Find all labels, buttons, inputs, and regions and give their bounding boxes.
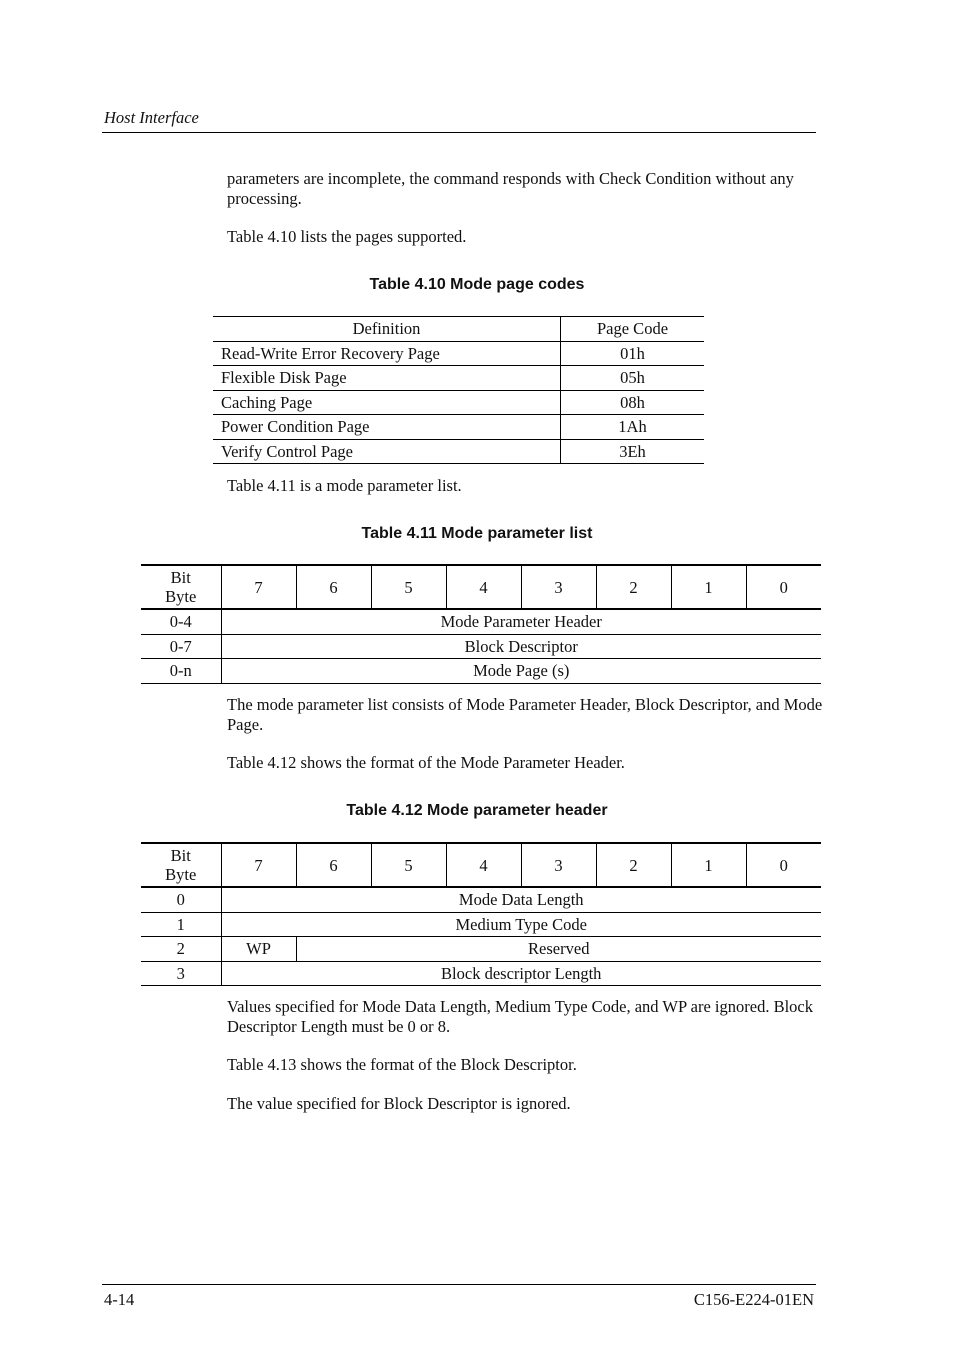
bit-header: 0 (746, 843, 821, 887)
table-caption: Table 4.10 Mode page codes (369, 276, 585, 293)
field-cell: Mode Data Length (221, 887, 821, 912)
table-row (213, 415, 704, 440)
bit-header: 7 (221, 843, 296, 887)
definition-cell: Verify Control Page (213, 439, 561, 464)
document-id: C156-E224-01EN (693, 1290, 814, 1309)
table-header-row (141, 843, 821, 887)
byte-cell: 3 (141, 961, 221, 986)
bit-label: Bit (170, 846, 191, 865)
bit-header: 5 (371, 843, 446, 887)
definition-cell: Power Condition Page (213, 415, 561, 440)
field-cell: Block Descriptor (221, 634, 821, 659)
table-header-row (141, 565, 821, 609)
bit-label: Bit (170, 568, 191, 587)
table-row (213, 366, 704, 391)
field-cell: Block descriptor Length (221, 961, 821, 986)
definition-cell: Read-Write Error Recovery Page (213, 341, 561, 366)
definition-cell: Caching Page (213, 390, 561, 415)
mode-parameter-header-table (141, 842, 821, 986)
table-row (141, 937, 821, 962)
header-rule (102, 132, 816, 133)
table-row (141, 634, 821, 659)
bit-header: 3 (521, 565, 596, 609)
page-code-cell: 01h (561, 341, 705, 366)
page-code-cell: 3Eh (561, 439, 705, 464)
table-row (213, 341, 704, 366)
table-row (141, 961, 821, 986)
byte-cell: 0-4 (141, 609, 221, 634)
byte-cell: 0 (141, 887, 221, 912)
field-cell: Medium Type Code (221, 912, 821, 937)
table-row (141, 912, 821, 937)
paragraph: parameters are incomplete, the command responds with Check Condition without any processing. (227, 169, 794, 208)
field-cell: Mode Parameter Header (221, 609, 821, 634)
paragraph: Values specified for Mode Data Length, Medium Type Code, and WP are ignored. Block Descriptor Length must be 0 or 8. (227, 997, 813, 1036)
table-row (141, 609, 821, 634)
footer-rule (102, 1284, 816, 1285)
byte-label: Byte (165, 865, 197, 884)
byte-cell: 1 (141, 912, 221, 937)
page-code-cell: 08h (561, 390, 705, 415)
mode-parameter-list-table (141, 564, 821, 684)
paragraph: Table 4.12 shows the format of the Mode Parameter Header. (227, 753, 625, 772)
table-caption: Table 4.12 Mode parameter header (346, 802, 608, 819)
bit-header: 3 (521, 843, 596, 887)
bit-header: 2 (596, 843, 671, 887)
mode-page-codes-table (213, 316, 704, 464)
byte-cell: 0-n (141, 659, 221, 684)
wp-field-cell: WP (221, 937, 296, 962)
bit-header: 7 (221, 565, 296, 609)
reserved-field-cell: Reserved (296, 937, 821, 962)
paragraph: Table 4.11 is a mode parameter list. (227, 476, 462, 495)
byte-cell: 2 (141, 937, 221, 962)
bit-header: 4 (446, 565, 521, 609)
table-row (141, 887, 821, 912)
bit-header: 5 (371, 565, 446, 609)
table-row (213, 390, 704, 415)
bit-byte-corner (141, 565, 221, 609)
table-row (213, 439, 704, 464)
definition-cell: Flexible Disk Page (213, 366, 561, 391)
column-header: Page Code (561, 317, 705, 342)
bit-header: 6 (296, 843, 371, 887)
bit-header: 1 (671, 843, 746, 887)
page-code-cell: 1Ah (561, 415, 705, 440)
bit-header: 2 (596, 565, 671, 609)
bit-header: 4 (446, 843, 521, 887)
paragraph: The mode parameter list consists of Mode Parameter Header, Block Descriptor, and Mode Page. (227, 695, 823, 734)
page-code-cell: 05h (561, 366, 705, 391)
table-header-row (213, 317, 704, 342)
field-cell: Mode Page (s) (221, 659, 821, 684)
column-header: Definition (213, 317, 561, 342)
byte-cell: 0-7 (141, 634, 221, 659)
byte-label: Byte (165, 587, 197, 606)
paragraph: Table 4.10 lists the pages supported. (227, 227, 467, 246)
running-header: Host Interface (104, 108, 199, 127)
bit-header: 0 (746, 565, 821, 609)
bit-header: 1 (671, 565, 746, 609)
paragraph: The value specified for Block Descriptor is ignored. (227, 1094, 571, 1113)
table-row (141, 659, 821, 684)
page-number: 4-14 (104, 1290, 135, 1309)
table-caption: Table 4.11 Mode parameter list (361, 525, 593, 542)
paragraph: Table 4.13 shows the format of the Block Descriptor. (227, 1055, 577, 1074)
bit-byte-corner (141, 843, 221, 887)
bit-header: 6 (296, 565, 371, 609)
